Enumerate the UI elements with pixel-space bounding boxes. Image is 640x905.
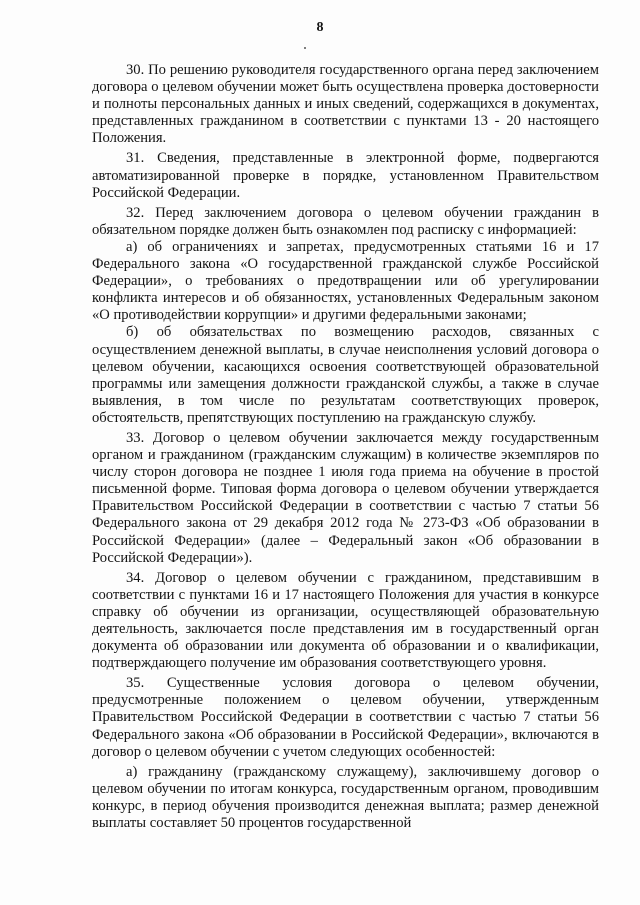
paragraph-35: 35. Существенные условия договора о целевом обучении, предусмотренные положением о целевом обучении, утвержденным Правительством Российской Федерации в соответствии с частью 7 статьи 56 Федерального закона «Об образовании в Российской Федерации», включаются в договор о целевом обучении с учетом следующих особенностей:	[92, 675, 599, 760]
scan-speck	[304, 47, 306, 49]
paragraph-32: 32. Перед заключением договора о целевом обучении гражданин в обязательном порядке должен быть ознакомлен под расписку с информацией:	[92, 204, 599, 238]
page-number: 8	[316, 20, 324, 35]
paragraph-32-item-a: а) об ограничениях и запретах, предусмотренных статьями 16 и 17 Федерального закона «О государственной гражданской службе Российской Федерации», о требованиях о предотвращении или об урегулировании конфликта интересов и об обязанностях, установленных Федеральным законом «О противодействии коррупции» и другими федеральными законами;	[92, 238, 599, 324]
paragraph-33: 33. Договор о целевом обучении заключается между государственным органом и гражданином (гражданским служащим) в количестве экземпляров по числу сторон договора не позднее 1 июля года приема на обучение в простой письменной форме. Типовая форма договора о целевом обучении утверждается Правительством Российской Федерации в соответствии с частью 7 статьи 56 Федерального закона от 29 декабря 2012 года № 273-ФЗ «Об образовании в Российской Федерации» (далее – Федеральный закон «Об образовании в Российской Федерации»).	[92, 429, 599, 566]
paragraph-30: 30. По решению руководителя государственного органа перед заключением договора о целевом обучении может быть осуществлена проверка достоверности и полноты персональных данных и иных сведений, содержащихся в документах, представленных гражданином в соответствии с пунктами 13 - 20 настоящего Положения.	[92, 62, 599, 147]
paragraph-35-item-a: а) гражданину (гражданскому служащему), заключившему договор о целевом обучении по итогам конкурса, государственным органом, проводившим конкурс, в период обучения производится денежная выплата; размер денежной выплаты составляет 50 процентов государственной	[92, 763, 599, 832]
document-body	[92, 62, 599, 832]
paragraph-34: 34. Договор о целевом обучении с гражданином, представившим в соответствии с пунктами 16 и 17 настоящего Положения для участия в конкурсе справку об обучении из организации, осуществляющей образовательную деятельность, заключается после представления им в государственный орган документа об образовании или документа об образовании и о квалификации, подтверждающего получение им образования соответствующего уровня.	[92, 569, 599, 672]
paragraph-32-item-b: б) об обязательствах по возмещению расходов, связанных с осуществлением денежной выплаты, в случае неисполнения условий договора о целевом обучении, касающихся освоения соответствующей образовательной программы или замещения должности гражданской службы, а также в случае выявления, в том числе по результатам соответствующих проверок, обстоятельств, препятствующих поступлению на гражданскую службу.	[92, 324, 599, 426]
paragraph-31: 31. Сведения, представленные в электронной форме, подвергаются автоматизированной проверке в порядке, установленном Правительством Российской Федерации.	[92, 150, 599, 201]
